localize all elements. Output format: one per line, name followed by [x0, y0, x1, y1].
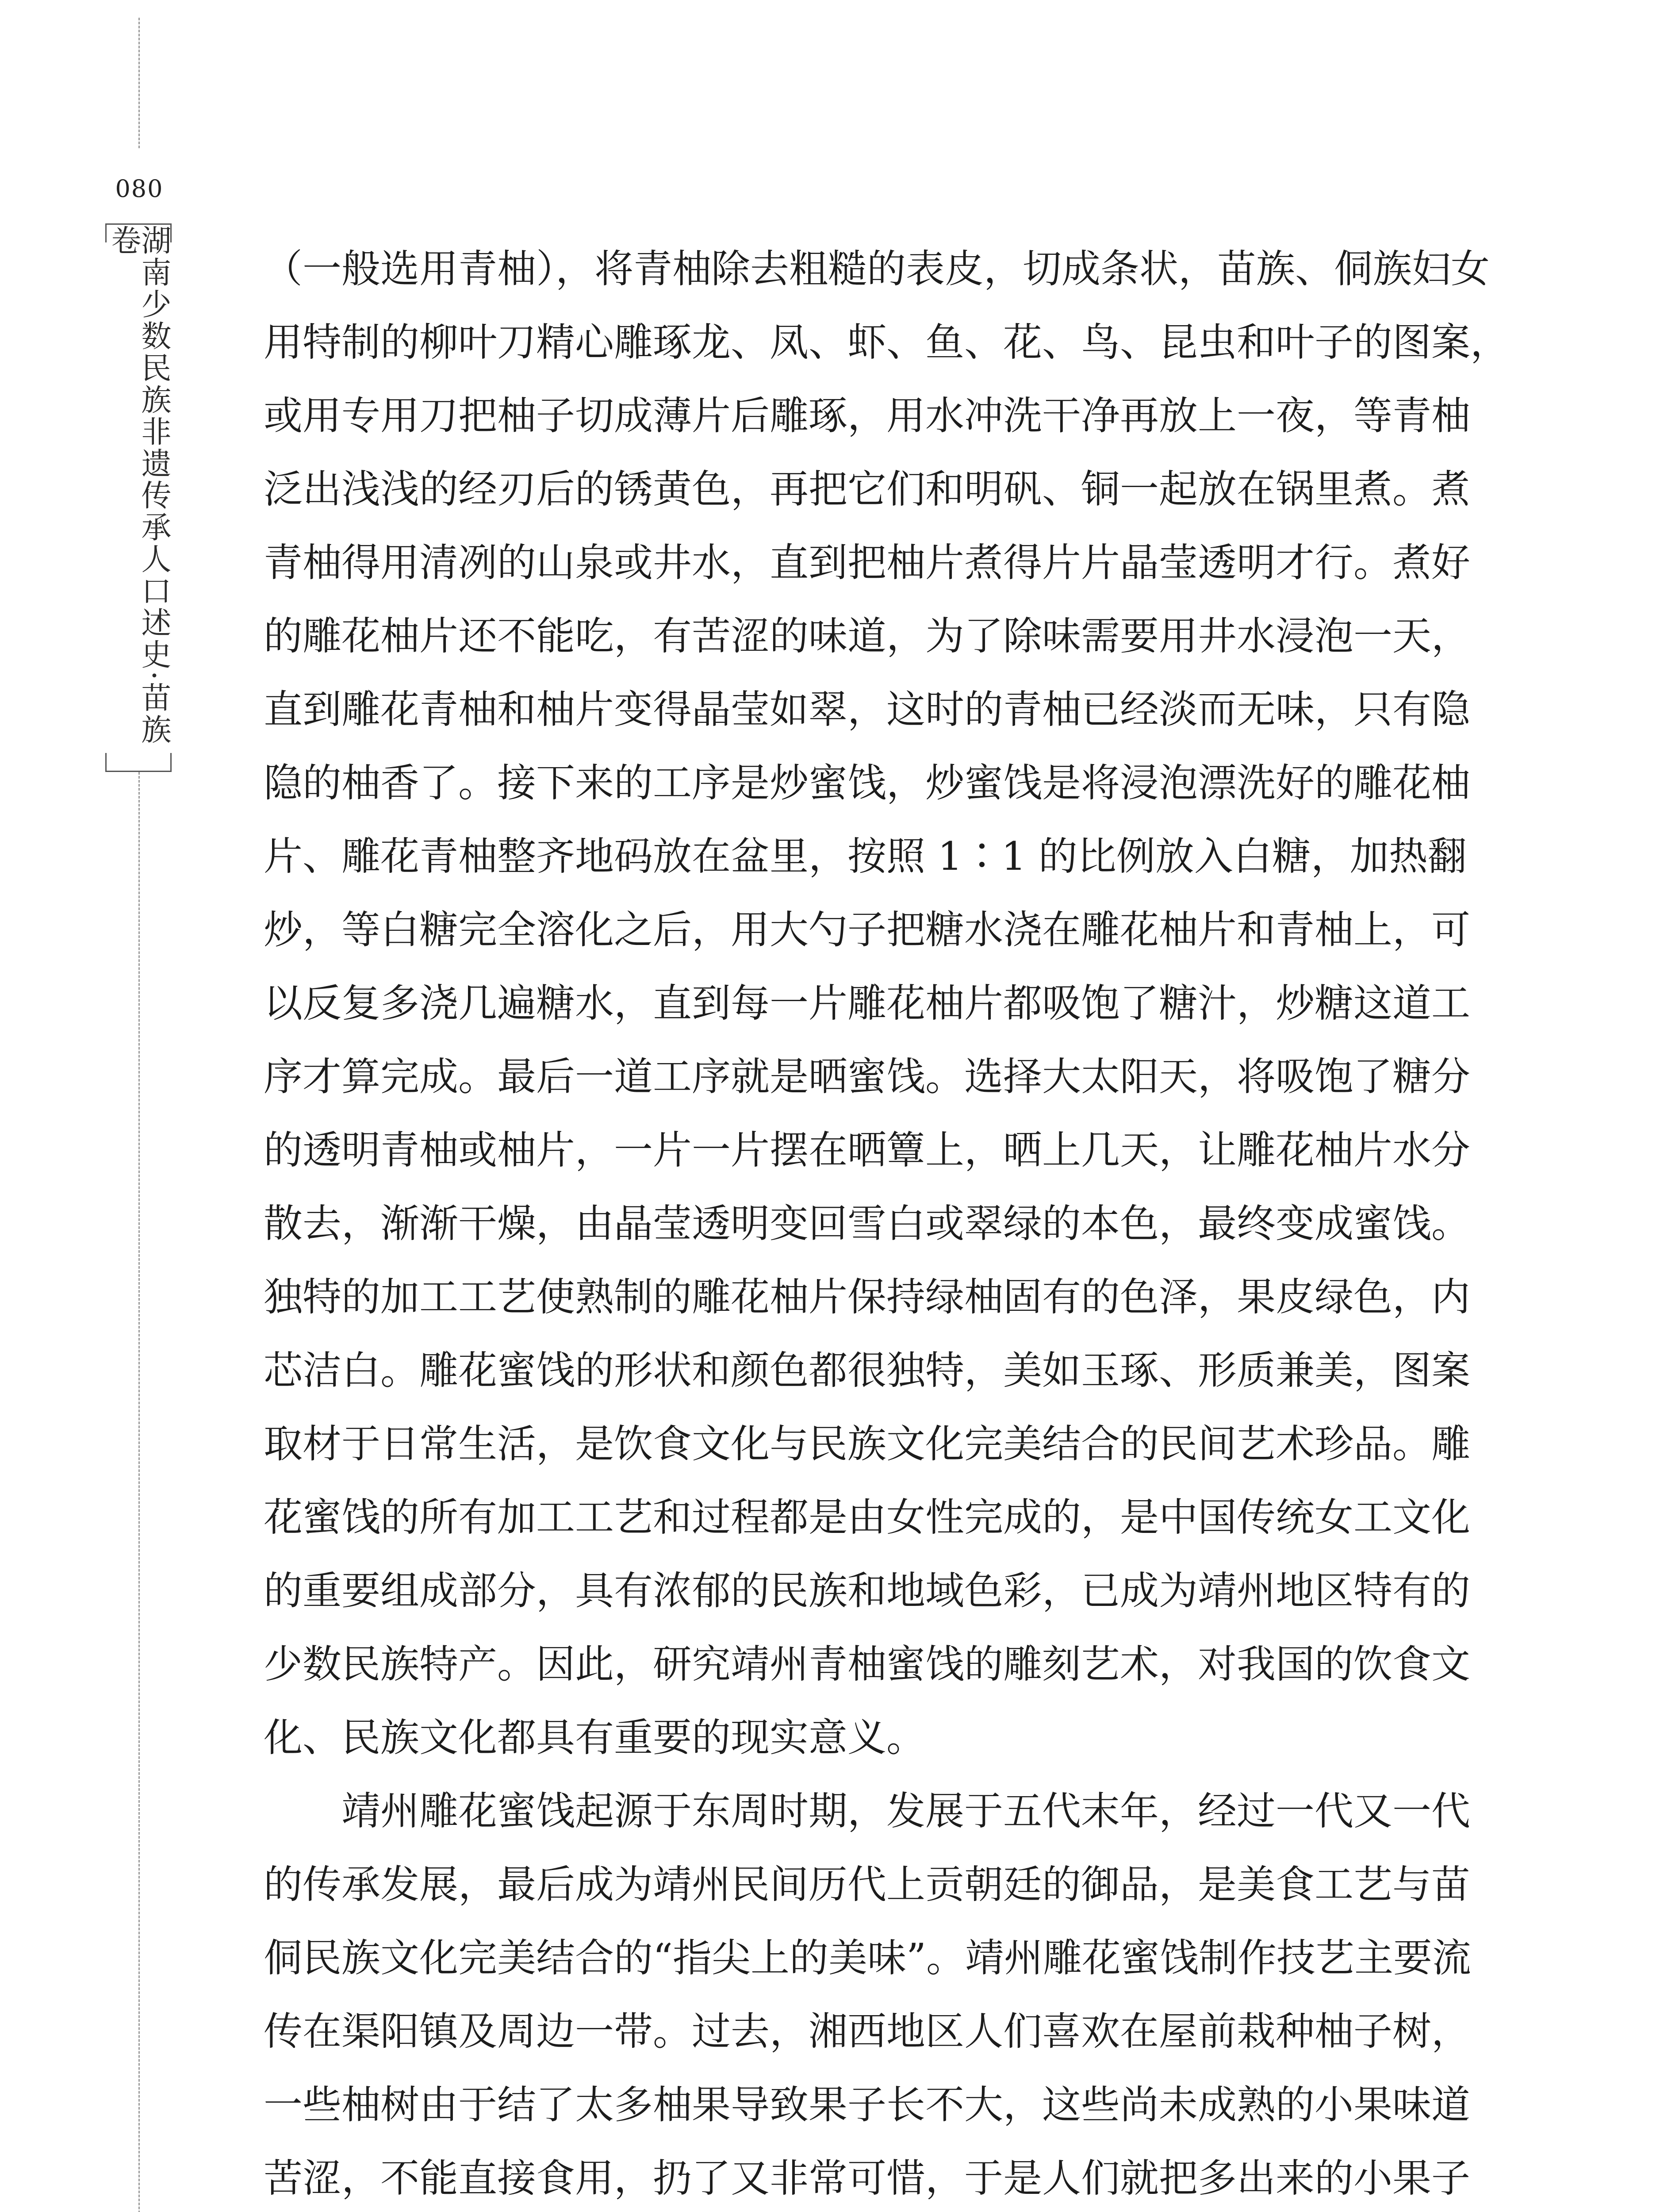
- text-line: 或用专用刀把柚子切成薄片后雕琢，用水冲洗干净再放上一夜，等青柚: [264, 393, 1471, 438]
- text-line: 传在渠阳镇及周边一带。过去，湘西地区人们喜欢在屋前栽种柚子树，: [264, 2008, 1471, 2054]
- text-line: 片、雕花青柚整齐地码放在盆里，按照 1∶1 的比例放入白糖，加热翻: [264, 833, 1467, 879]
- text-line: 独特的加工工艺使熟制的雕花柚片保持绿柚固有的色泽，果皮绿色，内: [264, 1274, 1471, 1320]
- margin-dashed-rule-bottom: [138, 772, 140, 2212]
- page-number: 080: [115, 175, 164, 203]
- text-line: 少数民族特产。因此，研究靖州青柚蜜饯的雕刻艺术，对我国的饮食文: [264, 1641, 1471, 1687]
- text-line: 的传承发展，最后成为靖州民间历代上贡朝廷的御品，是美食工艺与苗: [264, 1862, 1471, 1907]
- text-line: 隐的柚香了。接下来的工序是炒蜜饯，炒蜜饯是将浸泡漂洗好的雕花柚: [264, 760, 1471, 806]
- text-line: 用特制的柳叶刀精心雕琢龙、凤、虾、鱼、花、鸟、昆虫和叶子的图案，: [264, 319, 1510, 365]
- text-line: 散去，渐渐干燥，由晶莹透明变回雪白或翠绿的本色，最终变成蜜饯。: [264, 1201, 1471, 1246]
- text-line: 取材于日常生活，是饮食文化与民族文化完美结合的民间艺术珍品。雕: [264, 1421, 1471, 1467]
- text-line: 泛出浅浅的经刃后的锈黄色，再把它们和明矾、铜一起放在锅里煮。煮: [264, 466, 1471, 512]
- text-line: 的透明青柚或柚片，一片一片摆在晒簟上，晒上几天，让雕花柚片水分: [264, 1127, 1471, 1173]
- running-title-bracket: [105, 223, 172, 772]
- text-line: 一些柚树由于结了太多柚果导致果子长不大，这些尚未成熟的小果味道: [264, 2082, 1471, 2128]
- body-text: [264, 232, 1510, 2212]
- paragraph-first-line: 靖州雕花蜜饯起源于东周时期，发展于五代末年，经过一代又一代: [341, 1788, 1471, 1834]
- text-line: 以反复多浇几遍糖水，直到每一片雕花柚片都吸饱了糖汁，炒糖这道工: [264, 980, 1471, 1026]
- margin-dashed-rule-top: [138, 18, 140, 148]
- text-line: 侗民族文化完美结合的“指尖上的美味”。靖州雕花蜜饯制作技艺主要流: [264, 1935, 1471, 1981]
- text-line: 花蜜饯的所有加工工艺和过程都是由女性完成的，是中国传统女工文化: [264, 1494, 1471, 1540]
- text-line: 青柚得用清冽的山泉或井水，直到把柚片煮得片片晶莹透明才行。煮好: [264, 540, 1471, 585]
- running-title: 湖南少数民族非遗传承人口述史·苗族卷: [106, 225, 171, 746]
- text-line: 直到雕花青柚和柚片变得晶莹如翠，这时的青柚已经淡而无味，只有隐: [264, 687, 1471, 732]
- paragraph-end-line: 化、民族文化都具有重要的现实意义。: [264, 1715, 926, 1760]
- text-line: 的雕花柚片还不能吃，有苦涩的味道，为了除味需要用井水浸泡一天，: [264, 613, 1471, 659]
- text-line: 芯洁白。雕花蜜饯的形状和颜色都很独特，美如玉琢、形质兼美，图案: [264, 1348, 1471, 1393]
- text-line: 序才算完成。最后一道工序就是晒蜜饯。选择大太阳天，将吸饱了糖分: [264, 1054, 1471, 1099]
- text-line: 炒，等白糖完全溶化之后，用大勺子把糖水浇在雕花柚片和青柚上，可: [264, 907, 1471, 952]
- text-line: 的重要组成部分，具有浓郁的民族和地域色彩，已成为靖州地区特有的: [264, 1568, 1471, 1613]
- text-line: 苦涩，不能直接食用，扔了又非常可惜，于是人们就把多出来的小果子: [264, 2155, 1471, 2201]
- text-line: （一般选用青柚），将青柚除去粗糙的表皮，切成条状，苗族、侗族妇女: [264, 246, 1490, 292]
